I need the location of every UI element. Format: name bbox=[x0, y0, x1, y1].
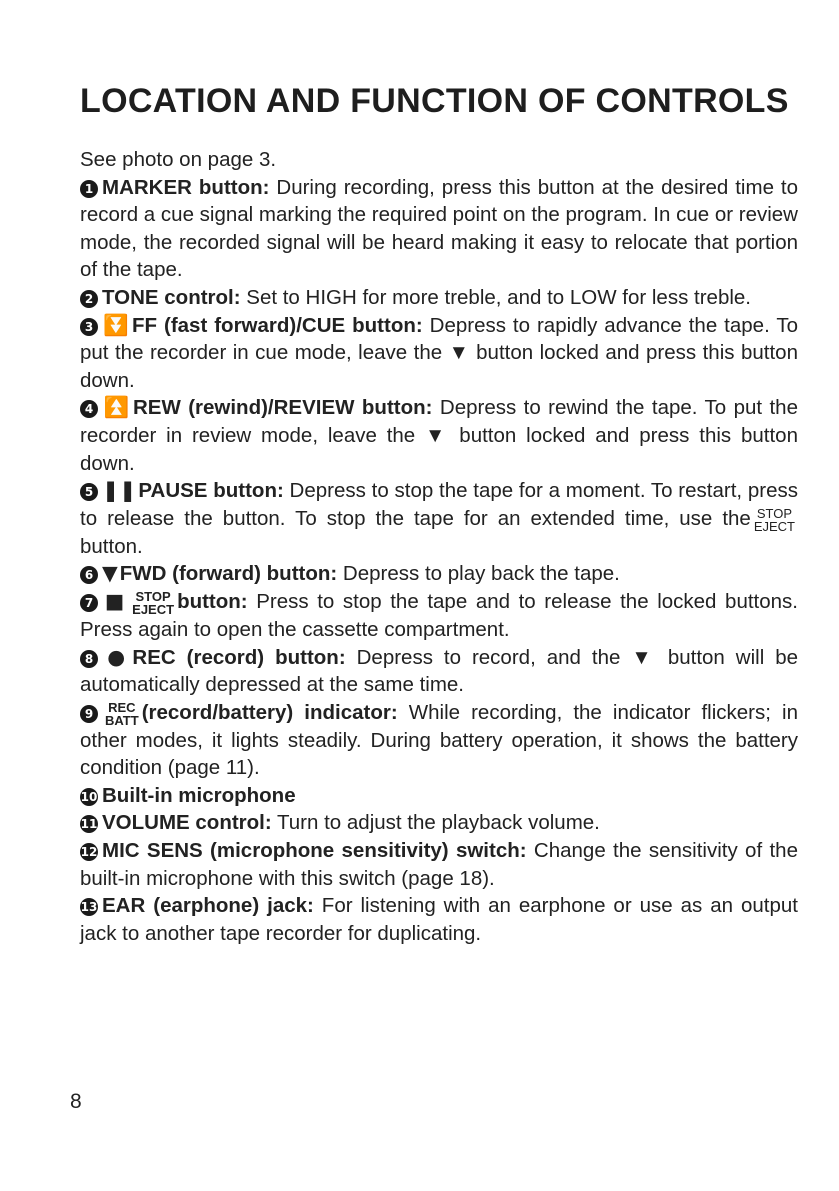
number-badge: 12 bbox=[80, 845, 98, 860]
record-dot-icon: ● bbox=[102, 644, 131, 669]
pause-icon: ❚❚ bbox=[102, 478, 137, 503]
controls-list bbox=[80, 146, 798, 947]
item-mic-sens bbox=[80, 837, 798, 892]
item-ear-jack bbox=[80, 892, 798, 947]
item-lead: VOLUME control: bbox=[102, 811, 272, 835]
number-badge: 1 bbox=[80, 180, 98, 198]
rewind-icon: ⏫ bbox=[102, 395, 131, 420]
item-text: Depress to rapidly advance the tape. To put the recorder in cue mode, leave the ▼ button locked and press this button down. bbox=[80, 313, 798, 392]
item-text: Depress to play back the tape. bbox=[337, 562, 620, 586]
item-lead: MARKER button: bbox=[102, 175, 270, 199]
item-microphone bbox=[80, 782, 798, 810]
item-rec bbox=[80, 644, 798, 699]
number-badge: 7 bbox=[80, 594, 98, 612]
item-fwd bbox=[80, 560, 798, 588]
item-text: Turn to adjust the playback volume. bbox=[271, 811, 600, 835]
item-text: Set to HIGH for more treble, and to LOW for less treble. bbox=[240, 285, 751, 309]
item-lead: Built-in microphone bbox=[102, 783, 296, 807]
item-volume bbox=[80, 809, 798, 837]
stop-eject-label: STOP EJECT bbox=[753, 505, 795, 534]
item-lead: button: bbox=[177, 589, 248, 613]
intro-text: See photo on page 3. bbox=[80, 148, 277, 171]
item-text-tail: button. bbox=[80, 534, 143, 558]
item-lead: REW (rewind)/REVIEW button: bbox=[132, 396, 433, 420]
rec-batt-label: REC BATT bbox=[105, 699, 139, 728]
item-text: Press to stop the tape and to release the locked buttons. Press again to open the cassette compartment. bbox=[80, 589, 798, 641]
item-lead: FWD (forward) button: bbox=[119, 562, 338, 586]
item-lead: REC (record) button: bbox=[132, 645, 346, 669]
page-number: 8 bbox=[70, 1090, 82, 1113]
number-badge: 11 bbox=[80, 817, 98, 832]
number-badge: 10 bbox=[80, 789, 98, 804]
number-badge: 6 bbox=[80, 566, 98, 584]
item-text: During recording, press this button at the desired time to record a cue signal marking the required point on the program. In cue or review mode, the recorded signal will be heard making it easy to relocate that portion of the tape. bbox=[80, 175, 798, 282]
stop-square-icon: ■ bbox=[102, 588, 128, 613]
page-title: LOCATION AND FUNCTION OF CONTROLS bbox=[80, 82, 789, 120]
number-badge: 13 bbox=[80, 900, 98, 915]
item-lead: EAR (earphone) jack: bbox=[102, 894, 314, 918]
number-badge: 4 bbox=[80, 400, 98, 418]
item-lead: TONE control: bbox=[102, 285, 241, 309]
number-badge: 8 bbox=[80, 650, 98, 668]
item-lead: FF (fast forward)/CUE button: bbox=[132, 313, 423, 337]
item-lead: (record/battery) indicator: bbox=[141, 700, 398, 724]
item-rec-batt-indicator bbox=[80, 699, 798, 782]
item-text: Depress to record, and the ▼ button will be automatically depressed at the same time. bbox=[80, 645, 799, 697]
stop-eject-label: STOP EJECT bbox=[132, 588, 175, 617]
number-badge: 5 bbox=[80, 483, 98, 501]
item-stop-eject bbox=[80, 588, 798, 644]
item-lead: PAUSE button: bbox=[138, 479, 284, 503]
item-marker bbox=[80, 174, 798, 284]
number-badge: 9 bbox=[80, 705, 98, 723]
item-text: Change the sensitivity of the built-in microphone with this switch (page 18). bbox=[80, 839, 798, 890]
item-lead: MIC SENS (microphone sensitivity) switch: bbox=[102, 839, 527, 863]
number-badge: 2 bbox=[80, 290, 98, 308]
play-down-arrow-icon: ▼ bbox=[102, 561, 118, 586]
item-ff-cue bbox=[80, 312, 798, 395]
item-text: For listening with an earphone or use as an output jack to another tape recorder for duplicating. bbox=[80, 894, 798, 945]
item-text: Depress to stop the tape for a moment. To restart, press to release the button. To stop the tape for an extended time, use the bbox=[80, 479, 798, 530]
item-pause bbox=[80, 477, 798, 560]
item-text: While recording, the indicator flickers; in other modes, it lights steadily. During battery operation, it shows the battery condition (page 11). bbox=[80, 700, 798, 780]
item-tone bbox=[80, 284, 798, 312]
number-badge: 3 bbox=[80, 318, 98, 336]
item-rew-review bbox=[80, 394, 798, 477]
fast-forward-icon: ⏬ bbox=[102, 312, 131, 337]
item-text: Depress to rewind the tape. To put the recorder in review mode, leave the ▼ button locked and press this button down. bbox=[80, 396, 798, 475]
